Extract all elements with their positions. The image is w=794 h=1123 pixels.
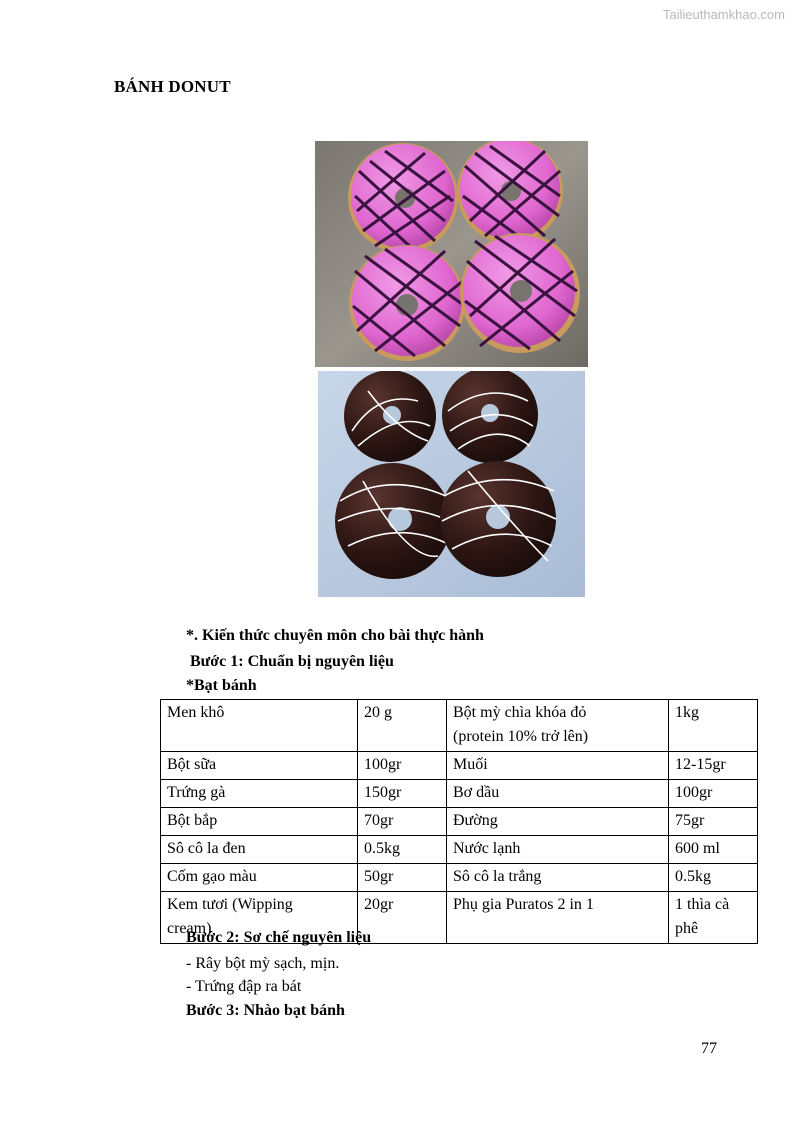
page-title: BÁNH DONUT xyxy=(114,77,231,96)
ingredient-name: Phụ gia Puratos 2 in 1 xyxy=(447,892,669,944)
ingredient-amount: 50gr xyxy=(358,864,447,892)
ingredient-amount: 20 g xyxy=(358,700,447,752)
ingredient-amount: 20gr xyxy=(358,892,447,944)
watermark: Tailieuthamkhao.com xyxy=(662,7,785,22)
ingredient-amount: 100gr xyxy=(358,752,447,780)
ingredient-name: Sô cô la trắng xyxy=(447,864,669,892)
ingredient-name: Sô cô la đen xyxy=(161,836,358,864)
ingredient-name: Bột bắp xyxy=(161,808,358,836)
table-row xyxy=(161,836,758,864)
ingredient-name: Đường xyxy=(447,808,669,836)
ingredient-amount: 70gr xyxy=(358,808,447,836)
ingredient-name-line: Bột mỳ chìa khóa đỏ xyxy=(453,704,587,721)
ingredient-amount-line: phê xyxy=(675,920,699,937)
ingredient-name: Bơ dầu xyxy=(447,780,669,808)
step3-heading: Bước 3: Nhào bạt bánh xyxy=(186,1002,345,1019)
ingredient-name-line: cream) xyxy=(167,920,212,937)
ingredient-amount: 150gr xyxy=(358,780,447,808)
section-heading: *. Kiến thức chuyên môn cho bài thực hành xyxy=(186,627,484,644)
ingredient-amount-line: 1 thìa cà xyxy=(675,896,730,913)
ingredient-name: Cốm gạo màu xyxy=(161,864,358,892)
ingredient-name xyxy=(447,700,669,752)
ingredient-name-line: (protein 10% trở lên) xyxy=(453,728,589,745)
step2-item: - Rây bột mỳ sạch, mịn. xyxy=(186,955,340,972)
dough-heading: *Bạt bánh xyxy=(186,677,257,694)
table-row xyxy=(161,808,758,836)
step2-heading: Bước 2: Sơ chế nguyên liệu xyxy=(186,929,372,946)
ingredient-name: Men khô xyxy=(161,700,358,752)
table-row xyxy=(161,864,758,892)
pink-donuts-photo xyxy=(315,141,588,367)
ingredient-amount: 100gr xyxy=(669,780,758,808)
ingredient-name: Bột sữa xyxy=(161,752,358,780)
step1-heading: Bước 1: Chuẩn bị nguyên liệu xyxy=(190,653,394,670)
ingredient-amount: 600 ml xyxy=(669,836,758,864)
table-row xyxy=(161,700,758,752)
table-row xyxy=(161,780,758,808)
chocolate-donuts-photo xyxy=(318,371,585,597)
ingredient-name-line: Kem tươi (Wipping xyxy=(167,896,293,913)
ingredients-table xyxy=(160,699,758,944)
ingredient-amount: 75gr xyxy=(669,808,758,836)
ingredient-amount: 1kg xyxy=(669,700,758,752)
table-row xyxy=(161,752,758,780)
ingredient-amount: 12-15gr xyxy=(669,752,758,780)
ingredient-amount: 0.5kg xyxy=(669,864,758,892)
ingredient-amount xyxy=(669,892,758,944)
page-number: 77 xyxy=(701,1040,717,1057)
ingredient-amount: 0.5kg xyxy=(358,836,447,864)
ingredient-name: Nước lạnh xyxy=(447,836,669,864)
ingredient-name: Trứng gà xyxy=(161,780,358,808)
ingredient-name: Muối xyxy=(447,752,669,780)
step2-item: - Trứng đập ra bát xyxy=(186,978,302,995)
